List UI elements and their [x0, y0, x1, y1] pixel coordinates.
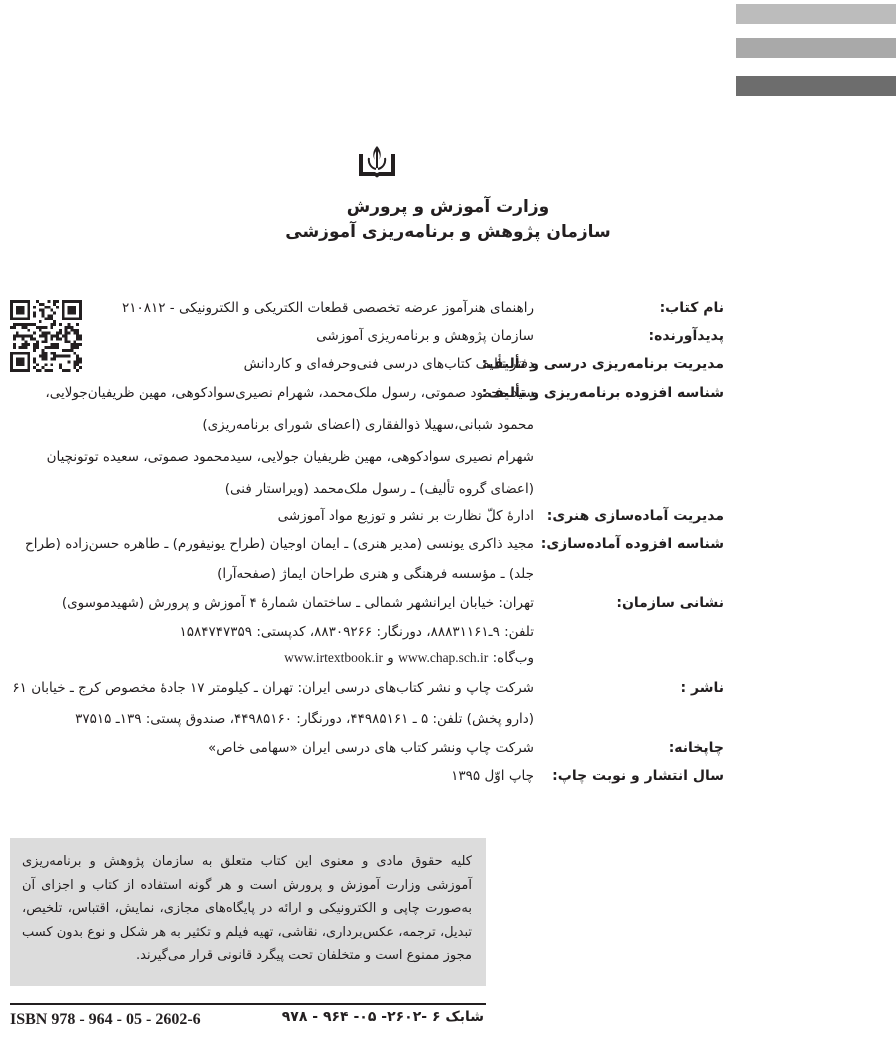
copyright-notice: کلیه حقوق مادی و معنوی این کتاب متعلق به سازمان پژوهش و برنامه‌ریزی آموزشی وزارت آموزش و پرورش است و هر گونه استفاده از کتاب و اجزای آن به‌صورت چاپی و الکترونیکی و ارائه در پایگاه‌های مجازی، نمایش، اقتباس، تلخیص، تبدیل، ترجمه، عکس‌برداری، نقاشی، تهیه فیلم و تکثیر به هر شکل و نوع بدون کسب مجوز ممنوع است و متخلفان تحت پیگرد قانونی قرار می‌گیرند. — [10, 838, 486, 986]
publisher-row-2 — [0, 711, 896, 737]
printer-label: چاپخانه: — [668, 740, 724, 756]
website-and: و — [387, 650, 394, 666]
address-row-2 — [0, 624, 896, 650]
authors-line-1: سید محمود صموتی، رسول ملک‌محمد، شهرام نصیری‌سوادکوهی، مهین ظریفیان‌جولایی، — [45, 385, 534, 401]
art-prep-line-1: مجید ذاکری یونسی (مدیر هنری) ـ ایمان اوجیان (طراح یونیفورم) ـ طاهره حسن‌زاده (طراح — [25, 536, 534, 552]
book-name-label: نام کتاب: — [659, 300, 724, 316]
printer-value: شرکت چاپ ونشر کتاب های درسی ایران «سهامی خاص» — [208, 740, 534, 756]
authors-row-3 — [0, 449, 896, 475]
address-label: نشانی سازمان: — [616, 595, 724, 611]
year-value: چاپ اوّل ۱۳۹۵ — [451, 768, 534, 784]
book-name-value: راهنمای هنرآموز عرضه تخصصی قطعات الکتریکی و الکترونیکی - ۲۱۰۸۱۲ — [121, 300, 534, 316]
mgmt-label: مدیریت برنامه‌ریزی درسی و تألیف: — [481, 356, 724, 372]
art-prep-row — [0, 536, 896, 562]
publisher-row — [0, 680, 896, 706]
printer-row — [0, 740, 896, 766]
address-line-1: تهران: خیابان ایرانشهر شمالی ـ ساختمان شمارهٔ ۴ آموزش و پرورش (شهیدموسوی) — [61, 595, 534, 611]
publisher-line-2: (دارو پخش) تلفن: ۵ ـ ۴۴۹۸۵۱۶۱، دورنگار: ۴۴۹۸۵۱۶۰، صندوق پستی: ۱۳۹ـ ۳۷۵۱۵ — [75, 711, 534, 727]
art-prep-row-2 — [0, 566, 896, 592]
decor-bar-dark — [736, 76, 896, 96]
mgmt-row — [0, 356, 896, 382]
art-mgmt-value: ادارهٔ کلّ نظارت بر نشر و توزیع مواد آموزشی — [277, 508, 534, 524]
year-label: سال انتشار و نوبت چاپ: — [552, 768, 724, 784]
authors-row-4 — [0, 481, 896, 507]
address-line-2: تلفن: ۹ـ۸۸۸۳۱۱۶۱، دورنگار: ۸۸۳۰۹۲۶۶، کدپستی: ۱۵۸۴۷۴۷۳۵۹ — [179, 624, 534, 640]
art-mgmt-row — [0, 508, 896, 534]
address-row — [0, 595, 896, 621]
art-prep-line-2: جلد) ـ مؤسسه فرهنگی و هنری طراحان ایماژ (صفحه‌آرا) — [217, 566, 534, 582]
website-line — [0, 650, 534, 666]
mgmt-value: دفتر تألیف کتاب‌های درسی فنی‌وحرفه‌ای و کاردانش — [243, 356, 534, 372]
authors-line-2: محمود شبانی،سهیلا ذوالفقاری (اعضای شورای برنامه‌ریزی) — [202, 417, 534, 433]
decor-bar-light — [736, 4, 896, 24]
authors-row — [0, 385, 896, 411]
isbn-english: ISBN 978 - 964 - 05 - 2602-6 — [10, 1011, 201, 1028]
creator-label: پدیدآورنده: — [648, 328, 724, 344]
website-prefix: وب‌گاه: — [492, 650, 534, 666]
website-link-2[interactable]: www.irtextbook.ir — [284, 650, 383, 665]
authors-line-4: (اعضای گروه تألیف) ـ رسول ملک‌محمد (ویراستار فنی) — [224, 481, 534, 497]
organization-title: سازمان پژوهش و برنامه‌ریزی آموزشی — [285, 222, 611, 242]
iran-emblem-book-icon — [355, 140, 399, 184]
creator-row — [0, 328, 896, 354]
website-row — [0, 650, 896, 676]
isbn-persian: شابک ۶ -۲۶۰۲- ۰۵- ۹۶۴ - ۹۷۸ — [281, 1009, 484, 1025]
year-row — [0, 768, 896, 794]
decor-bar-mid — [736, 38, 896, 58]
creator-value: سازمان پژوهش و برنامه‌ریزی آموزشی — [316, 328, 534, 344]
authors-label: شناسه افزوده برنامه‌ریزی و تألیف: — [481, 385, 724, 401]
publisher-label: ناشر : — [680, 680, 724, 696]
publisher-line-1: شرکت چاپ و نشر کتاب‌های درسی ایران: تهران ـ کیلومتر ۱۷ جادهٔ مخصوص کرج ـ خیابان ۶۱ — [12, 680, 534, 696]
isbn-divider — [10, 1003, 486, 1005]
ministry-title: وزارت آموزش و پرورش — [346, 197, 550, 217]
art-prep-label: شناسه افزوده آماده‌سازی: — [540, 536, 724, 552]
book-name-row — [0, 300, 896, 326]
authors-row-2 — [0, 417, 896, 443]
authors-line-3: شهرام نصیری سوادکوهی، مهین ظریفیان جولایی، سیدمحمود صموتی، سعیده توتونچیان — [46, 449, 534, 465]
art-mgmt-label: مدیریت آماده‌سازی هنری: — [546, 508, 724, 524]
website-link-1[interactable]: www.chap.sch.ir — [398, 650, 489, 665]
